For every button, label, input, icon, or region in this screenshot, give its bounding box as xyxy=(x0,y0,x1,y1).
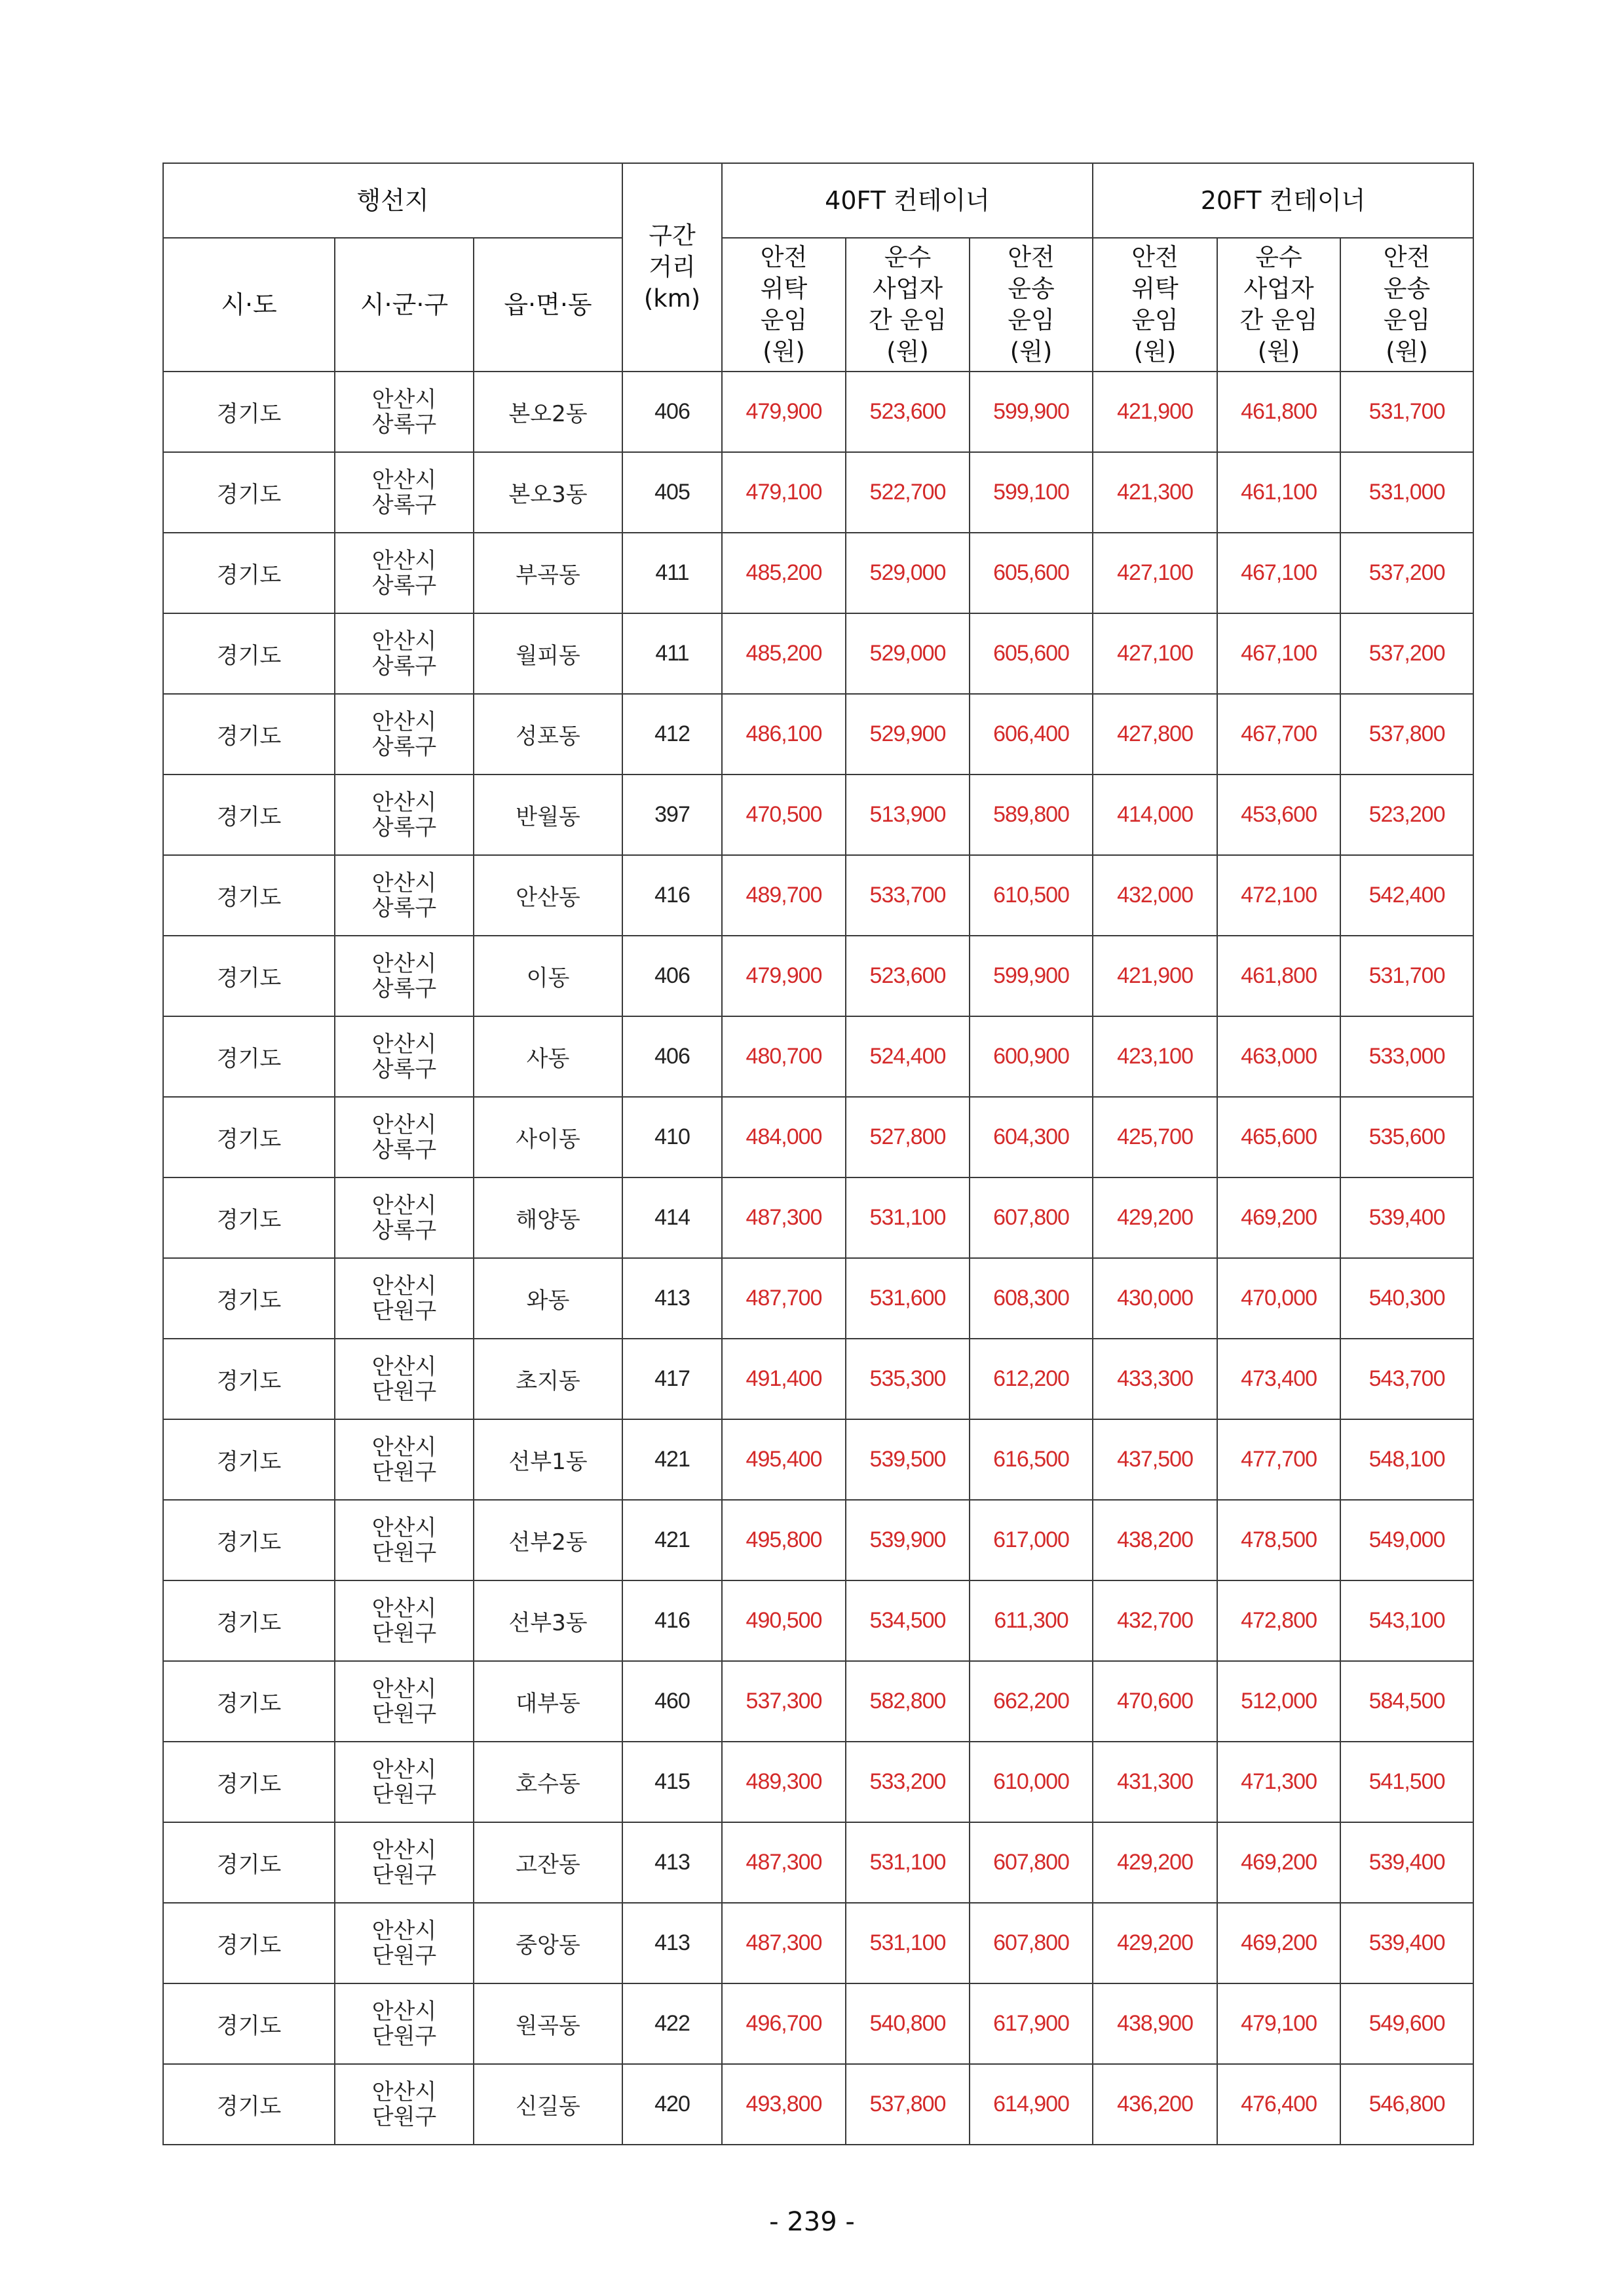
province-cell: 경기도 xyxy=(163,452,335,533)
district-cell: 안산시 단원구 xyxy=(335,2064,474,2145)
r40-safe-consign-cell: 486,100 xyxy=(722,694,846,775)
r40-safe-consign-cell: 485,200 xyxy=(722,613,846,694)
district-cell: 안산시 상록구 xyxy=(335,1016,474,1097)
town-cell: 사이동 xyxy=(474,1097,622,1177)
r20-safe-transport-cell: 541,500 xyxy=(1340,1742,1473,1822)
district-cell: 안산시 상록구 xyxy=(335,1097,474,1177)
r40-safe-consign-cell: 489,700 xyxy=(722,855,846,936)
town-cell: 고잔동 xyxy=(474,1822,622,1903)
r40-carrier-cell: 529,900 xyxy=(846,694,970,775)
distance-cell: 413 xyxy=(622,1903,722,1983)
r20-safe-transport-cell: 537,200 xyxy=(1340,613,1473,694)
r40-safe-transport-cell: 612,200 xyxy=(970,1339,1093,1419)
r40-safe-transport-cell: 608,300 xyxy=(970,1258,1093,1339)
distance-cell: 411 xyxy=(622,613,722,694)
r40-carrier-cell: 529,000 xyxy=(846,533,970,613)
r20-safe-transport-cell: 549,000 xyxy=(1340,1500,1473,1580)
town-cell: 성포동 xyxy=(474,694,622,775)
r20-safe-transport-header: 안전 운송 운임 (원) xyxy=(1340,238,1473,372)
table-row xyxy=(163,613,1473,694)
district-cell: 안산시 단원구 xyxy=(335,1500,474,1580)
distance-cell: 417 xyxy=(622,1339,722,1419)
distance-cell: 421 xyxy=(622,1419,722,1500)
r40-safe-consign-cell: 470,500 xyxy=(722,775,846,855)
r20-safe-consign-cell: 427,100 xyxy=(1093,613,1217,694)
r40-carrier-cell: 539,900 xyxy=(846,1500,970,1580)
header-row-sub xyxy=(163,238,1473,372)
r20-carrier-cell: 461,800 xyxy=(1217,936,1340,1016)
r20-carrier-cell: 463,000 xyxy=(1217,1016,1340,1097)
distance-cell: 420 xyxy=(622,2064,722,2145)
table-row xyxy=(163,1258,1473,1339)
destination-header: 행선지 xyxy=(163,163,622,238)
district-cell: 안산시 상록구 xyxy=(335,613,474,694)
district-cell: 안산시 단원구 xyxy=(335,1983,474,2064)
r20-safe-consign-cell: 421,900 xyxy=(1093,372,1217,452)
r20-safe-transport-cell: 584,500 xyxy=(1340,1661,1473,1742)
district-cell: 안산시 단원구 xyxy=(335,1419,474,1500)
distance-cell: 414 xyxy=(622,1177,722,1258)
table-row xyxy=(163,855,1473,936)
r20-safe-transport-cell: 535,600 xyxy=(1340,1097,1473,1177)
town-header: 읍·면·동 xyxy=(474,238,622,372)
table-row xyxy=(163,1903,1473,1983)
r40-safe-consign-cell: 491,400 xyxy=(722,1339,846,1419)
r20-safe-consign-cell: 427,100 xyxy=(1093,533,1217,613)
r20-safe-consign-cell: 437,500 xyxy=(1093,1419,1217,1500)
r40-safe-transport-cell: 617,900 xyxy=(970,1983,1093,2064)
r20-carrier-cell: 465,600 xyxy=(1217,1097,1340,1177)
r40-safe-transport-cell: 605,600 xyxy=(970,533,1093,613)
table-row xyxy=(163,452,1473,533)
province-cell: 경기도 xyxy=(163,1258,335,1339)
table-row xyxy=(163,1661,1473,1742)
r20-carrier-cell: 469,200 xyxy=(1217,1177,1340,1258)
r40-safe-consign-cell: 487,700 xyxy=(722,1258,846,1339)
town-cell: 와동 xyxy=(474,1258,622,1339)
r40-safe-transport-cell: 610,500 xyxy=(970,855,1093,936)
r40-safe-consign-cell: 479,900 xyxy=(722,936,846,1016)
r40-carrier-header: 운수 사업자 간 운임 (원) xyxy=(846,238,970,372)
table-row xyxy=(163,1016,1473,1097)
r40-safe-transport-header: 안전 운송 운임 (원) xyxy=(970,238,1093,372)
distance-cell: 460 xyxy=(622,1661,722,1742)
province-cell: 경기도 xyxy=(163,1661,335,1742)
r20-safe-transport-cell: 537,800 xyxy=(1340,694,1473,775)
r20-safe-consign-cell: 421,300 xyxy=(1093,452,1217,533)
r40-safe-transport-cell: 614,900 xyxy=(970,2064,1093,2145)
distance-cell: 421 xyxy=(622,1500,722,1580)
r20-carrier-cell: 473,400 xyxy=(1217,1339,1340,1419)
r40-safe-transport-cell: 607,800 xyxy=(970,1903,1093,1983)
town-cell: 선부3동 xyxy=(474,1580,622,1661)
distance-cell: 405 xyxy=(622,452,722,533)
r40-safe-transport-cell: 599,100 xyxy=(970,452,1093,533)
r20-carrier-cell: 469,200 xyxy=(1217,1822,1340,1903)
r40-carrier-cell: 534,500 xyxy=(846,1580,970,1661)
province-cell: 경기도 xyxy=(163,694,335,775)
r20-safe-consign-cell: 438,900 xyxy=(1093,1983,1217,2064)
r20-safe-transport-cell: 537,200 xyxy=(1340,533,1473,613)
town-cell: 부곡동 xyxy=(474,533,622,613)
district-cell: 안산시 상록구 xyxy=(335,372,474,452)
r40-safe-transport-cell: 616,500 xyxy=(970,1419,1093,1500)
town-cell: 원곡동 xyxy=(474,1983,622,2064)
distance-cell: 413 xyxy=(622,1822,722,1903)
r20-safe-consign-cell: 423,100 xyxy=(1093,1016,1217,1097)
header-row-top xyxy=(163,163,1473,238)
table-row xyxy=(163,1097,1473,1177)
r20-safe-transport-cell: 523,200 xyxy=(1340,775,1473,855)
r20-carrier-cell: 467,100 xyxy=(1217,533,1340,613)
r20-safe-consign-cell: 438,200 xyxy=(1093,1500,1217,1580)
r20-carrier-cell: 478,500 xyxy=(1217,1500,1340,1580)
r20-carrier-cell: 467,700 xyxy=(1217,694,1340,775)
province-cell: 경기도 xyxy=(163,372,335,452)
r40-safe-transport-cell: 607,800 xyxy=(970,1822,1093,1903)
r40-safe-consign-cell: 479,100 xyxy=(722,452,846,533)
table-row xyxy=(163,2064,1473,2145)
r40-safe-transport-cell: 617,000 xyxy=(970,1500,1093,1580)
distance-cell: 415 xyxy=(622,1742,722,1822)
r40-safe-consign-cell: 487,300 xyxy=(722,1822,846,1903)
r20-carrier-cell: 512,000 xyxy=(1217,1661,1340,1742)
container-40ft-header: 40FT 컨테이너 xyxy=(722,163,1093,238)
r40-safe-transport-cell: 599,900 xyxy=(970,936,1093,1016)
town-cell: 초지동 xyxy=(474,1339,622,1419)
r40-carrier-cell: 533,200 xyxy=(846,1742,970,1822)
r40-safe-consign-cell: 495,800 xyxy=(722,1500,846,1580)
r20-safe-consign-cell: 429,200 xyxy=(1093,1822,1217,1903)
table-row xyxy=(163,1580,1473,1661)
r20-safe-transport-cell: 542,400 xyxy=(1340,855,1473,936)
town-cell: 본오3동 xyxy=(474,452,622,533)
r20-safe-transport-cell: 543,100 xyxy=(1340,1580,1473,1661)
r40-safe-transport-cell: 610,000 xyxy=(970,1742,1093,1822)
r20-carrier-cell: 472,100 xyxy=(1217,855,1340,936)
distance-header: 구간 거리 (km) xyxy=(622,163,722,372)
province-cell: 경기도 xyxy=(163,1903,335,1983)
r40-carrier-cell: 523,600 xyxy=(846,372,970,452)
district-cell: 안산시 단원구 xyxy=(335,1742,474,1822)
r40-safe-consign-cell: 490,500 xyxy=(722,1580,846,1661)
r40-safe-transport-cell: 604,300 xyxy=(970,1097,1093,1177)
table-row xyxy=(163,1419,1473,1500)
province-cell: 경기도 xyxy=(163,1983,335,2064)
r20-safe-consign-cell: 430,000 xyxy=(1093,1258,1217,1339)
town-cell: 신길동 xyxy=(474,2064,622,2145)
town-cell: 월피동 xyxy=(474,613,622,694)
province-cell: 경기도 xyxy=(163,1339,335,1419)
r20-safe-transport-cell: 533,000 xyxy=(1340,1016,1473,1097)
r20-safe-transport-cell: 546,800 xyxy=(1340,2064,1473,2145)
town-cell: 이동 xyxy=(474,936,622,1016)
district-cell: 안산시 단원구 xyxy=(335,1661,474,1742)
district-cell: 안산시 단원구 xyxy=(335,1339,474,1419)
r40-carrier-cell: 533,700 xyxy=(846,855,970,936)
r20-safe-transport-cell: 549,600 xyxy=(1340,1983,1473,2064)
city-district-header: 시·군·구 xyxy=(335,238,474,372)
province-cell: 경기도 xyxy=(163,2064,335,2145)
district-cell: 안산시 단원구 xyxy=(335,1580,474,1661)
province-cell: 경기도 xyxy=(163,1016,335,1097)
r40-carrier-cell: 540,800 xyxy=(846,1983,970,2064)
table-row xyxy=(163,775,1473,855)
table-row xyxy=(163,1339,1473,1419)
r20-carrier-cell: 479,100 xyxy=(1217,1983,1340,2064)
r20-carrier-cell: 461,100 xyxy=(1217,452,1340,533)
r20-carrier-cell: 453,600 xyxy=(1217,775,1340,855)
district-cell: 안산시 상록구 xyxy=(335,694,474,775)
r20-carrier-cell: 470,000 xyxy=(1217,1258,1340,1339)
district-cell: 안산시 상록구 xyxy=(335,533,474,613)
r20-carrier-cell: 471,300 xyxy=(1217,1742,1340,1822)
r20-carrier-cell: 469,200 xyxy=(1217,1903,1340,1983)
distance-cell: 412 xyxy=(622,694,722,775)
distance-cell: 422 xyxy=(622,1983,722,2064)
rate-table-body xyxy=(163,372,1473,2145)
town-cell: 반월동 xyxy=(474,775,622,855)
r40-safe-transport-cell: 600,900 xyxy=(970,1016,1093,1097)
r20-safe-consign-cell: 429,200 xyxy=(1093,1177,1217,1258)
r20-safe-transport-cell: 540,300 xyxy=(1340,1258,1473,1339)
district-cell: 안산시 상록구 xyxy=(335,1177,474,1258)
r40-carrier-cell: 531,100 xyxy=(846,1903,970,1983)
r40-safe-consign-cell: 487,300 xyxy=(722,1903,846,1983)
r20-safe-transport-cell: 543,700 xyxy=(1340,1339,1473,1419)
table-row xyxy=(163,1822,1473,1903)
r40-safe-consign-cell: 496,700 xyxy=(722,1983,846,2064)
r40-safe-consign-cell: 487,300 xyxy=(722,1177,846,1258)
table-row xyxy=(163,936,1473,1016)
distance-cell: 411 xyxy=(622,533,722,613)
table-row xyxy=(163,533,1473,613)
r20-safe-transport-cell: 539,400 xyxy=(1340,1822,1473,1903)
r20-carrier-cell: 467,100 xyxy=(1217,613,1340,694)
province-cell: 경기도 xyxy=(163,613,335,694)
r20-safe-consign-cell: 429,200 xyxy=(1093,1903,1217,1983)
district-cell: 안산시 상록구 xyxy=(335,936,474,1016)
r20-carrier-cell: 461,800 xyxy=(1217,372,1340,452)
r20-safe-transport-cell: 531,000 xyxy=(1340,452,1473,533)
province-cell: 경기도 xyxy=(163,1177,335,1258)
container-20ft-header: 20FT 컨테이너 xyxy=(1093,163,1473,238)
town-cell: 선부2동 xyxy=(474,1500,622,1580)
district-cell: 안산시 단원구 xyxy=(335,1903,474,1983)
r20-safe-consign-cell: 421,900 xyxy=(1093,936,1217,1016)
province-cell: 경기도 xyxy=(163,1419,335,1500)
distance-cell: 413 xyxy=(622,1258,722,1339)
r40-safe-transport-cell: 606,400 xyxy=(970,694,1093,775)
r40-safe-consign-cell: 485,200 xyxy=(722,533,846,613)
province-cell: 경기도 xyxy=(163,1580,335,1661)
r40-safe-consign-cell: 495,400 xyxy=(722,1419,846,1500)
r40-carrier-cell: 537,800 xyxy=(846,2064,970,2145)
r40-carrier-cell: 523,600 xyxy=(846,936,970,1016)
r40-safe-consign-cell: 480,700 xyxy=(722,1016,846,1097)
table-row xyxy=(163,1500,1473,1580)
district-cell: 안산시 상록구 xyxy=(335,855,474,936)
r40-carrier-cell: 539,500 xyxy=(846,1419,970,1500)
province-cell: 경기도 xyxy=(163,533,335,613)
district-cell: 안산시 단원구 xyxy=(335,1822,474,1903)
r40-safe-consign-cell: 537,300 xyxy=(722,1661,846,1742)
r40-carrier-cell: 531,100 xyxy=(846,1177,970,1258)
district-cell: 안산시 단원구 xyxy=(335,1258,474,1339)
town-cell: 선부1동 xyxy=(474,1419,622,1500)
r20-carrier-header: 운수 사업자 간 운임 (원) xyxy=(1217,238,1340,372)
r20-safe-consign-cell: 436,200 xyxy=(1093,2064,1217,2145)
province-cell: 경기도 xyxy=(163,855,335,936)
town-cell: 본오2동 xyxy=(474,372,622,452)
r20-safe-consign-cell: 414,000 xyxy=(1093,775,1217,855)
r40-safe-consign-header: 안전 위탁 운임 (원) xyxy=(722,238,846,372)
r20-safe-consign-cell: 425,700 xyxy=(1093,1097,1217,1177)
r20-safe-consign-header: 안전 위탁 운임 (원) xyxy=(1093,238,1217,372)
town-cell: 중앙동 xyxy=(474,1903,622,1983)
distance-cell: 406 xyxy=(622,1016,722,1097)
r40-carrier-cell: 513,900 xyxy=(846,775,970,855)
town-cell: 해양동 xyxy=(474,1177,622,1258)
r40-carrier-cell: 535,300 xyxy=(846,1339,970,1419)
distance-cell: 410 xyxy=(622,1097,722,1177)
r40-safe-transport-cell: 607,800 xyxy=(970,1177,1093,1258)
r20-safe-transport-cell: 539,400 xyxy=(1340,1177,1473,1258)
r40-safe-transport-cell: 605,600 xyxy=(970,613,1093,694)
town-cell: 대부동 xyxy=(474,1661,622,1742)
r40-carrier-cell: 531,100 xyxy=(846,1822,970,1903)
r20-safe-transport-cell: 548,100 xyxy=(1340,1419,1473,1500)
distance-cell: 406 xyxy=(622,936,722,1016)
r20-carrier-cell: 477,700 xyxy=(1217,1419,1340,1500)
r40-safe-transport-cell: 662,200 xyxy=(970,1661,1093,1742)
province-cell: 경기도 xyxy=(163,775,335,855)
r40-safe-consign-cell: 479,900 xyxy=(722,372,846,452)
r20-safe-consign-cell: 470,600 xyxy=(1093,1661,1217,1742)
r40-safe-transport-cell: 589,800 xyxy=(970,775,1093,855)
r20-safe-transport-cell: 531,700 xyxy=(1340,372,1473,452)
r20-safe-transport-cell: 539,400 xyxy=(1340,1903,1473,1983)
distance-cell: 416 xyxy=(622,1580,722,1661)
r20-safe-consign-cell: 432,700 xyxy=(1093,1580,1217,1661)
town-cell: 안산동 xyxy=(474,855,622,936)
r40-carrier-cell: 524,400 xyxy=(846,1016,970,1097)
r40-safe-consign-cell: 493,800 xyxy=(722,2064,846,2145)
province-cell: 경기도 xyxy=(163,936,335,1016)
province-cell: 경기도 xyxy=(163,1097,335,1177)
r20-safe-consign-cell: 432,000 xyxy=(1093,855,1217,936)
r40-carrier-cell: 529,000 xyxy=(846,613,970,694)
r20-carrier-cell: 472,800 xyxy=(1217,1580,1340,1661)
district-cell: 안산시 상록구 xyxy=(335,452,474,533)
r40-safe-transport-cell: 611,300 xyxy=(970,1580,1093,1661)
distance-cell: 406 xyxy=(622,372,722,452)
r40-carrier-cell: 582,800 xyxy=(846,1661,970,1742)
table-row xyxy=(163,1742,1473,1822)
r40-safe-transport-cell: 599,900 xyxy=(970,372,1093,452)
r40-safe-consign-cell: 489,300 xyxy=(722,1742,846,1822)
r40-carrier-cell: 527,800 xyxy=(846,1097,970,1177)
town-cell: 호수동 xyxy=(474,1742,622,1822)
distance-cell: 397 xyxy=(622,775,722,855)
table-row xyxy=(163,1983,1473,2064)
rate-table xyxy=(162,163,1474,2145)
district-cell: 안산시 상록구 xyxy=(335,775,474,855)
province-cell: 경기도 xyxy=(163,1742,335,1822)
page-number: - 239 - xyxy=(769,2207,855,2237)
r40-carrier-cell: 522,700 xyxy=(846,452,970,533)
province-header: 시·도 xyxy=(163,238,335,372)
r20-safe-consign-cell: 431,300 xyxy=(1093,1742,1217,1822)
table-row xyxy=(163,1177,1473,1258)
r20-safe-consign-cell: 427,800 xyxy=(1093,694,1217,775)
r40-safe-consign-cell: 484,000 xyxy=(722,1097,846,1177)
r20-safe-transport-cell: 531,700 xyxy=(1340,936,1473,1016)
town-cell: 사동 xyxy=(474,1016,622,1097)
province-cell: 경기도 xyxy=(163,1822,335,1903)
distance-cell: 416 xyxy=(622,855,722,936)
r20-safe-consign-cell: 433,300 xyxy=(1093,1339,1217,1419)
table-row xyxy=(163,372,1473,452)
r40-carrier-cell: 531,600 xyxy=(846,1258,970,1339)
table-row xyxy=(163,694,1473,775)
r20-carrier-cell: 476,400 xyxy=(1217,2064,1340,2145)
province-cell: 경기도 xyxy=(163,1500,335,1580)
